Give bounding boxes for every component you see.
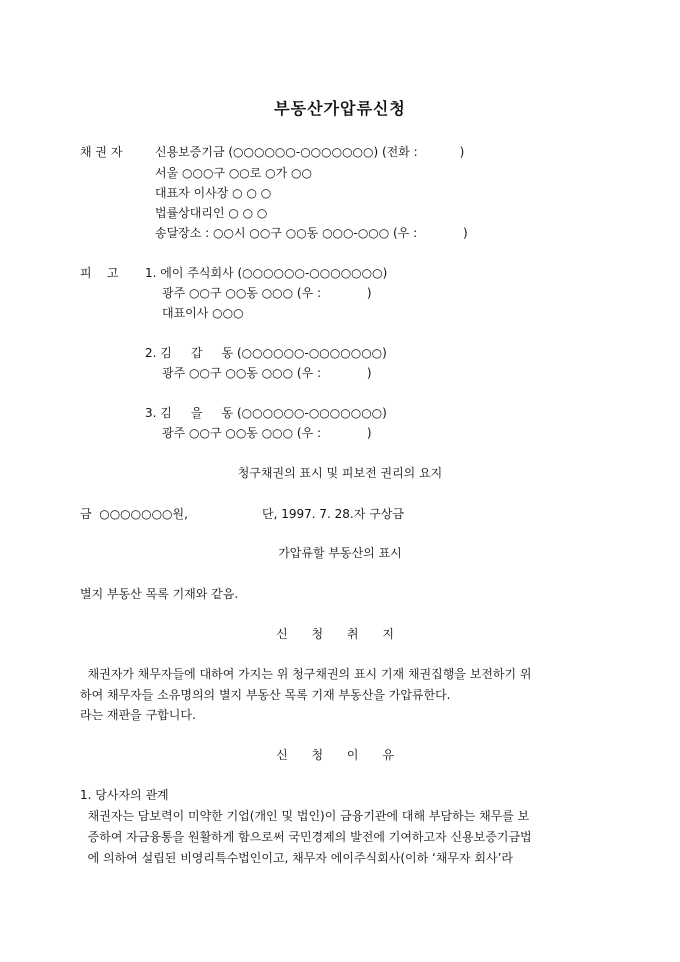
claim-heading: 청구채권의 표시 및 피보전 권리의 요지 [237, 466, 443, 480]
creditor-label: 채 권 자 [80, 145, 123, 159]
debtor-2-name: 2. 김 갑 동 (○○○○○○-○○○○○○○) [145, 346, 387, 360]
purpose-line: 채권자가 채무자들에 대하여 가지는 위 청구채권의 표시 기재 채권집행을 보전하기 위 [80, 667, 532, 681]
creditor-line: 송달장소 : ○○시 ○○구 ○○동 ○○○-○○○ (우 : ) [155, 226, 468, 240]
reason-line: 증하여 자금융통을 원활하게 함으로써 국민경제의 발전에 기여하고자 신용보증기금법 [80, 830, 532, 844]
debtor-1-rep: 대표이사 ○○○ [162, 306, 244, 320]
property-heading: 가압류할 부동산의 표시 [278, 546, 402, 560]
purpose-line: 라는 재판을 구합니다. [80, 708, 196, 722]
debtor-3-name: 3. 김 을 동 (○○○○○○-○○○○○○○) [145, 406, 387, 420]
document-title: 부동산가압류신청 [274, 99, 406, 118]
reason-section-title: 1. 당사자의 관계 [80, 788, 169, 802]
reason-line: 채권자는 담보력이 미약한 기업(개인 및 법인)이 금융기관에 대해 부담하는 채무를 보 [80, 809, 530, 823]
debtor-label: 피 고 [80, 266, 119, 280]
creditor-line: 신용보증기금 (○○○○○○-○○○○○○○) (전화 : ) [155, 145, 465, 159]
debtor-2-address: 광주 ○○구 ○○동 ○○○ (우 : ) [162, 366, 372, 380]
creditor-line: 서울 ○○○구 ○○로 ○가 ○○ [155, 166, 312, 180]
debtor-1-name: 1. 에이 주식회사 (○○○○○○-○○○○○○○) [145, 266, 388, 280]
purpose-heading: 신 청 취 지 [276, 627, 404, 641]
creditor-line: 대표자 이사장 ○ ○ ○ [155, 186, 272, 200]
reason-heading: 신 청 이 유 [276, 748, 404, 762]
creditor-line: 법률상대리인 ○ ○ ○ [155, 206, 268, 220]
debtor-1-address: 광주 ○○구 ○○동 ○○○ (우 : ) [162, 286, 372, 300]
claim-detail: 단, 1997. 7. 28.자 구상금 [262, 507, 404, 521]
claim-amount: 금 ○○○○○○○원, [80, 507, 188, 521]
debtor-3-address: 광주 ○○구 ○○동 ○○○ (우 : ) [162, 426, 372, 440]
reason-line: 에 의하여 설립된 비영리특수법인이고, 채무자 에이주식회사(이하 ‘채무자 회사’라 [80, 851, 513, 865]
property-text: 별지 부동산 목록 기재와 같음. [80, 587, 239, 601]
purpose-line: 하여 채무자들 소유명의의 별지 부동산 목록 기재 부동산을 가압류한다. [80, 688, 451, 702]
